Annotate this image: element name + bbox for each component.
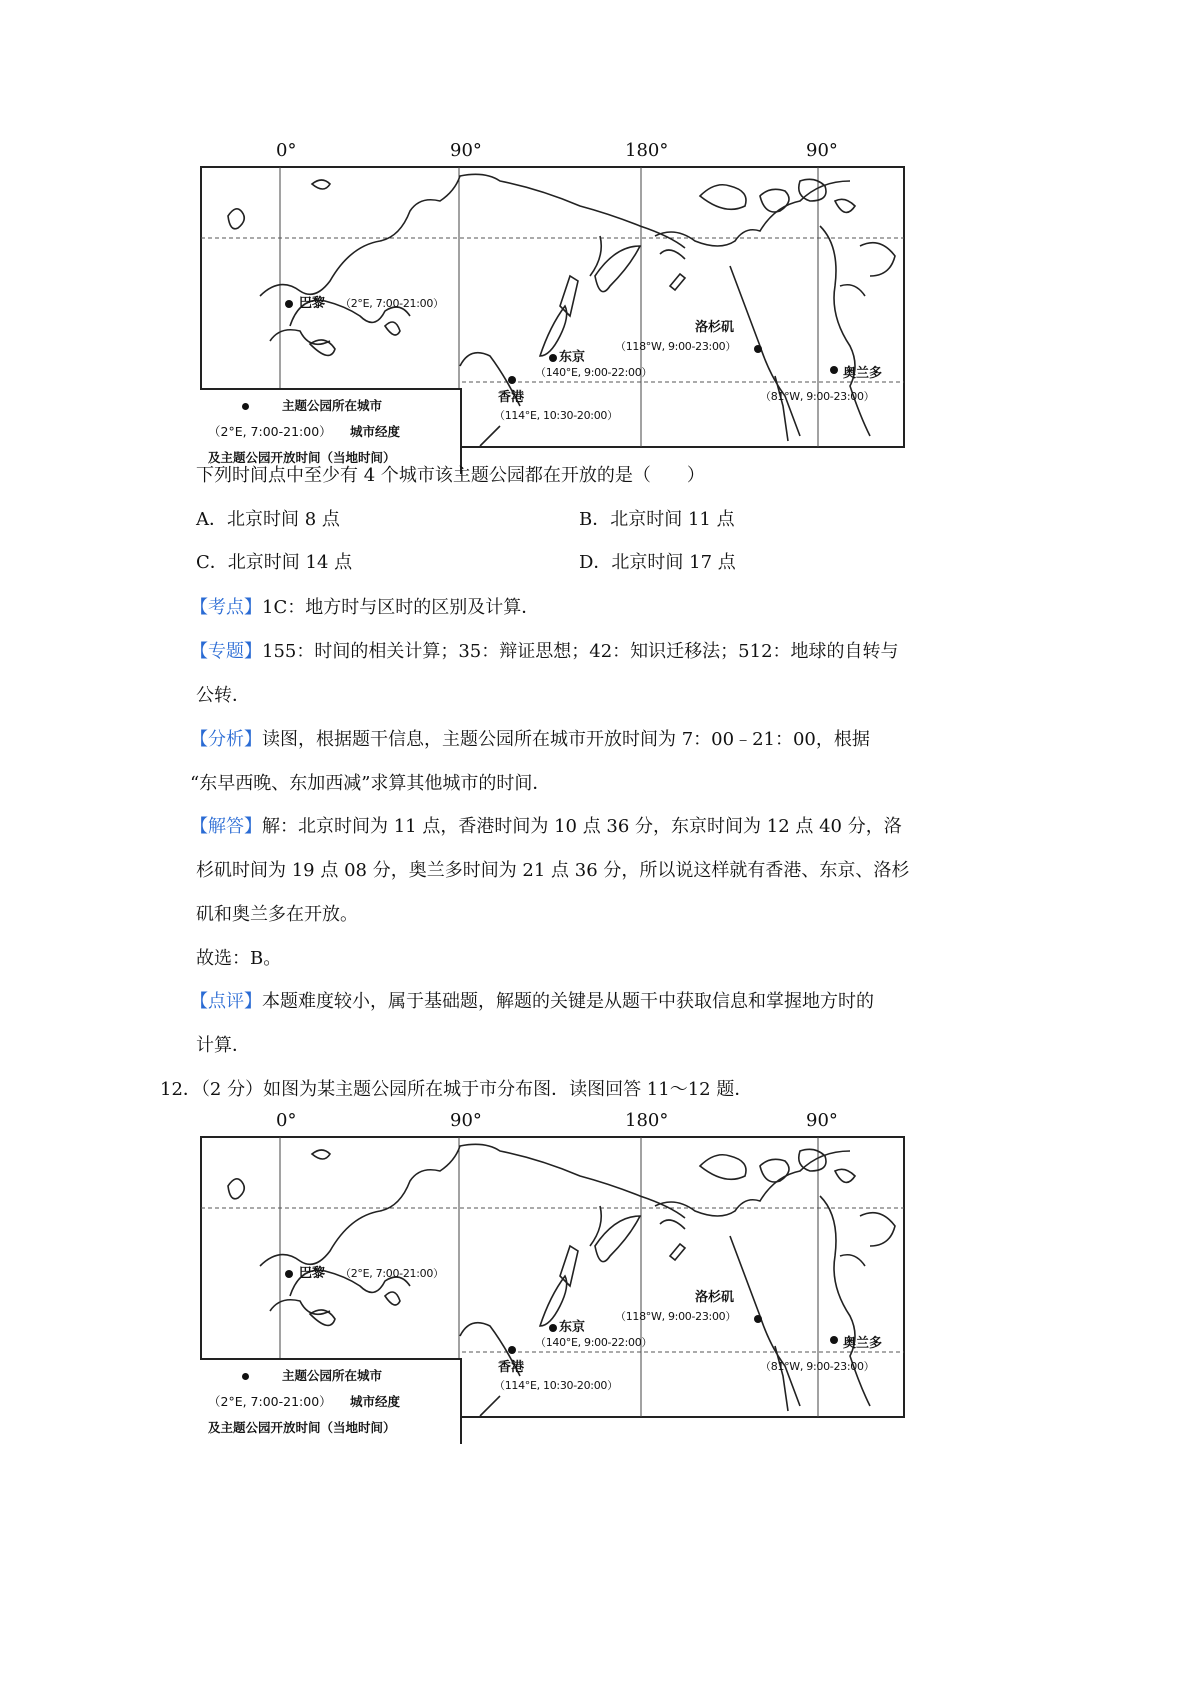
legend-dot-icon [242,1373,249,1380]
city-info-hongkong: （114°E, 10:30-20:00） [494,409,618,422]
jieda-tag: 【解答】 [190,816,262,837]
longitude-labels [200,140,905,164]
city-info-los-angeles: （118°W, 9:00-23:00） [615,1310,737,1323]
legend-line-3: 及主题公园开放时间（当地时间） [208,1420,396,1435]
legend-line-3: 及主题公园开放时间（当地时间） [208,450,396,465]
legend-line-2-left: （2°E, 7:00-21:00） [208,1394,332,1409]
jieda-line-2: 杉矶时间为 19 点 08 分，奥兰多时间为 21 点 36 分，所以说这样就有香港、东京、洛杉 [196,860,910,881]
legend-line-2-right: 城市经度 [350,424,401,439]
legend-dot-icon [242,403,249,410]
zhuanti-line-2: 公转． [196,685,250,706]
fenxi-line-1 [190,728,870,752]
legend-line-2-right: 城市经度 [350,1394,401,1409]
city-info-paris: （2°E, 7:00-21:00） [340,297,444,310]
city-info-los-angeles: （118°W, 9:00-23:00） [615,340,737,353]
zhuanti-text-1: 155：时间的相关计算；35：辩证思想；42：知识迁移法；512：地球的自转与 [262,641,899,662]
legend-line-1: 主题公园所在城市 [282,1368,383,1383]
city-label-hongkong: 香港 [498,390,525,405]
longitude-label-90w: 90° [806,140,838,161]
question-stem: 下列时间点中至少有 4 个城市该主题公园都在开放的是（ ） [196,465,705,486]
longitude-label-90w: 90° [806,1110,838,1131]
jieda-line-3: 矶和奥兰多在开放。 [196,904,358,925]
city-info-orlando: （81°W, 9:00-23:00） [760,390,875,403]
city-info-orlando: （81°W, 9:00-23:00） [760,1360,875,1373]
time-zone-map-figure-2 [200,1110,905,1435]
kaodian-tag: 【考点】 [190,597,262,618]
city-info-tokyo: （140°E, 9:00-22:00） [535,366,653,379]
dianping-text-1: 本题难度较小，属于基础题，解题的关键是从题干中获取信息和掌握地方时的 [262,991,874,1012]
city-label-paris: 巴黎 [299,296,326,311]
zhuanti-tag: 【专题】 [190,641,262,662]
fenxi-tag: 【分析】 [190,729,262,750]
jieda-line-1 [190,815,902,839]
city-label-orlando: 奥兰多 [843,366,883,381]
dianping-line-1 [190,990,874,1014]
city-info-paris: （2°E, 7:00-21:00） [340,1267,444,1280]
city-label-hongkong: 香港 [498,1360,525,1375]
legend-line-2-left: （2°E, 7:00-21:00） [208,424,332,439]
longitude-label-0: 0° [276,140,297,161]
option-b: B．北京时间 11 点 [579,509,735,530]
fenxi-line-2: “东早西晚、东加西减”求算其他城市的时间． [190,773,551,794]
option-a: A．北京时间 8 点 [196,509,340,530]
legend-line-1: 主题公园所在城市 [282,398,383,413]
time-zone-map-figure [200,140,905,465]
option-d: D．北京时间 17 点 [579,552,736,573]
answer-line: 故选：B。 [196,948,282,969]
longitude-labels-2 [200,1110,905,1134]
city-info-tokyo: （140°E, 9:00-22:00） [535,1336,653,1349]
option-c: C．北京时间 14 点 [196,552,353,573]
longitude-label-180: 180° [625,1110,669,1131]
city-label-paris: 巴黎 [299,1266,326,1281]
kaodian-text: 1C：地方时与区时的区别及计算． [262,597,540,618]
city-info-hongkong: （114°E, 10:30-20:00） [494,1379,618,1392]
map-legend-2 [200,1358,462,1444]
longitude-label-90e: 90° [450,1110,482,1131]
jieda-text-1: 解：北京时间为 11 点，香港时间为 10 点 36 分，东京时间为 12 点 40 分，洛 [262,816,902,837]
city-label-tokyo: 东京 [559,350,586,365]
zhuanti-line-1 [190,640,899,664]
longitude-label-90e: 90° [450,140,482,161]
map-legend [200,388,462,474]
city-label-los-angeles: 洛杉矶 [695,320,735,335]
longitude-label-180: 180° [625,140,669,161]
city-label-orlando: 奥兰多 [843,1336,883,1351]
fenxi-text-1: 读图，根据题干信息，主题公园所在城市开放时间为 7：00﹣21：00，根据 [262,729,870,750]
city-label-los-angeles: 洛杉矶 [695,1290,735,1305]
dianping-line-2: 计算． [196,1035,250,1056]
question-12-stem: 12．（2 分）如图为某主题公园所在城于市分布图．读图回答 11～12 题． [160,1079,753,1100]
kaodian-line [190,596,539,620]
longitude-label-0: 0° [276,1110,297,1131]
dianping-tag: 【点评】 [190,991,262,1012]
city-label-tokyo: 东京 [559,1320,586,1335]
